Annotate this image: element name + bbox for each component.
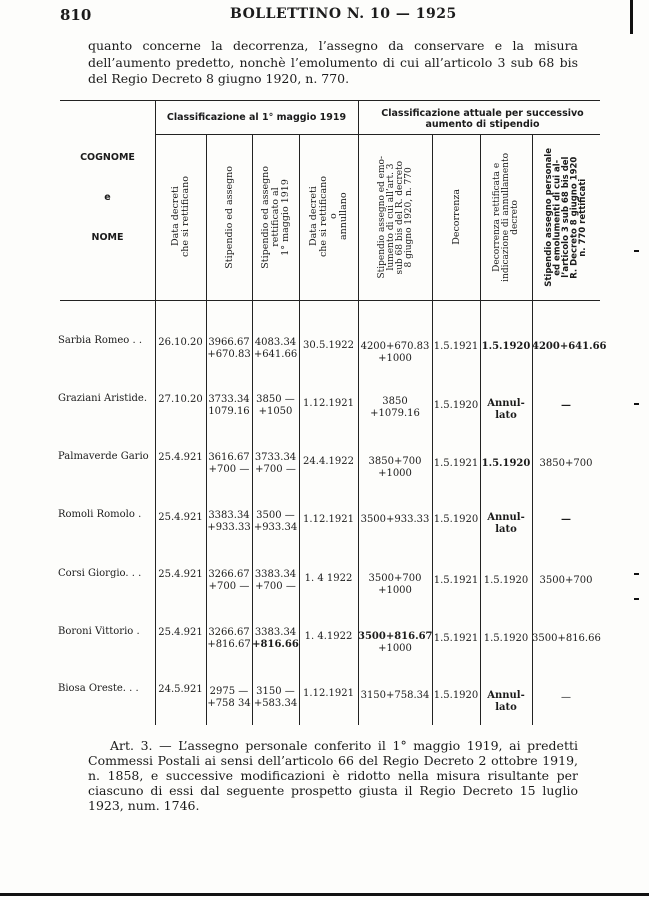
cell-decorrenza-rett-2: lato bbox=[495, 410, 517, 421]
cell-stipend-1: 3266.67 bbox=[208, 569, 250, 580]
cell-date-2: 30.5.1922 bbox=[303, 340, 354, 351]
row-name: Biosa Oreste. . . bbox=[58, 683, 139, 694]
cell-stipend-1: 3733.34 bbox=[208, 394, 250, 405]
cell-emolument-1: 3500+933.33 bbox=[360, 514, 430, 525]
cell-final: — bbox=[561, 514, 571, 525]
cell-corrected-2: +583.34 bbox=[253, 698, 298, 709]
cell-date-2: 1. 4 1922 bbox=[304, 573, 353, 584]
cell-decorrenza-rett: Annul- bbox=[487, 512, 525, 523]
cell-emolument-2: +1000 bbox=[378, 585, 412, 596]
column-header: Stipendio assegno ed emo- lumento di cui all’art. 3 sub 68 bis del R. decreto 8 giugno 1920, n. 770 bbox=[376, 155, 414, 279]
cell-stipend-2: +933.33 bbox=[207, 522, 251, 533]
running-header: BOLLETTINO N. 10 — 1925 bbox=[230, 6, 457, 22]
cell-emolument-2: +1000 bbox=[378, 353, 412, 364]
header-bottom-rule bbox=[60, 300, 600, 301]
row-name: Graziani Aristide. bbox=[58, 393, 148, 404]
name-header-name: NOME bbox=[91, 232, 124, 243]
cell-decorrenza: 1.5.1920 bbox=[433, 514, 479, 525]
table-top-rule bbox=[60, 100, 600, 101]
cell-decorrenza-rett: Annul- bbox=[487, 690, 525, 701]
cell-decorrenza-rett: Annul- bbox=[487, 398, 525, 409]
cell-stipend-2: +700 — bbox=[208, 581, 250, 592]
cell-date: 25.4.921 bbox=[158, 569, 203, 580]
cell-corrected-1: 3500 — bbox=[256, 510, 295, 521]
scan-margin-mark bbox=[634, 573, 639, 575]
cell-stipend-2: 1079.16 bbox=[208, 406, 250, 417]
cell-final: — bbox=[561, 692, 571, 703]
cell-emolument-1: 3500+700 bbox=[368, 573, 422, 584]
row-name: Boroni Vittorio . bbox=[58, 626, 140, 637]
scan-margin-mark bbox=[634, 403, 639, 405]
cell-date-2: 1.12.1921 bbox=[303, 688, 354, 699]
cell-decorrenza-rett: 1.5.1920 bbox=[483, 633, 529, 644]
cell-date-2: 24.4.1922 bbox=[303, 456, 354, 467]
cell-date: 25.4.921 bbox=[158, 512, 203, 523]
cell-decorrenza: 1.5.1921 bbox=[433, 633, 479, 644]
scan-margin-mark bbox=[630, 0, 633, 34]
cell-emolument-1: 3150+758.34 bbox=[360, 690, 430, 701]
cell-date: 24.5.921 bbox=[158, 684, 203, 695]
cell-emolument-1: 4200+670.83 bbox=[360, 341, 430, 352]
row-name: Palmaverde Gario bbox=[58, 451, 149, 462]
cell-date: 25.4.921 bbox=[158, 452, 203, 463]
name-header-surname: COGNOME bbox=[80, 152, 135, 163]
cell-decorrenza-rett: 1.5.1920 bbox=[481, 341, 531, 352]
cell-corrected-2: +1050 bbox=[258, 406, 293, 417]
group-header-current: Classificazione attuale per successivo aumento di stipendio bbox=[381, 108, 584, 130]
cell-corrected-1: 3150 — bbox=[256, 686, 295, 697]
cell-date: 27.10.20 bbox=[158, 394, 203, 405]
cell-stipend-1: 2975 — bbox=[209, 686, 249, 697]
cell-emolument-2: +1079.16 bbox=[370, 408, 420, 419]
cell-stipend-2: +700 — bbox=[208, 464, 250, 475]
cell-decorrenza-rett-2: lato bbox=[495, 524, 517, 535]
cell-date: 25.4.921 bbox=[158, 627, 203, 638]
cell-stipend-1: 3616.67 bbox=[208, 452, 250, 463]
group-header-1919: Classificazione al 1° maggio 1919 bbox=[166, 112, 347, 123]
cell-decorrenza: 1.5.1920 bbox=[433, 690, 479, 701]
name-header-and: e bbox=[104, 192, 111, 203]
cell-emolument-1: 3500+816.67 bbox=[358, 631, 433, 642]
cell-stipend-2: +670.83 bbox=[207, 349, 251, 360]
cell-date-2: 1.12.1921 bbox=[303, 514, 354, 525]
column-header: Data decreti che si rettificano bbox=[170, 176, 191, 258]
cell-emolument-2: +1000 bbox=[378, 643, 412, 654]
column-header: Stipendio ed assegno bbox=[223, 165, 235, 269]
cell-emolument-1: 3850 bbox=[382, 396, 408, 407]
cell-stipend-1: 3266.67 bbox=[208, 627, 250, 638]
column-header: Data decreti che si rettificano o annullano bbox=[308, 176, 349, 258]
row-name: Sarbia Romeo . . bbox=[58, 335, 143, 346]
group-rule bbox=[155, 134, 600, 135]
cell-stipend-1: 3383.34 bbox=[208, 510, 250, 521]
cell-date-2: 1.12.1921 bbox=[303, 398, 354, 409]
cell-corrected-2: +700 — bbox=[255, 581, 296, 592]
cell-decorrenza-rett: 1.5.1920 bbox=[481, 458, 531, 469]
cell-stipend-2: +816.67 bbox=[207, 639, 251, 650]
intro-paragraph: quanto concerne la decorrenza, l’assegno da conservare e la misura dell’aumento predetto, nonchè l’emolumento di cui all’articolo 3 sub 68 bis del Regio Decreto 8 giugno 1920, n. 770. bbox=[88, 38, 578, 86]
cell-corrected-1: 3383.34 bbox=[254, 569, 297, 580]
cell-emolument-1: 3850+700 bbox=[368, 456, 422, 467]
cell-corrected-2: +933.34 bbox=[253, 522, 298, 533]
column-header: Decorrenza rettificata e indicazione di annullamento decreto bbox=[492, 152, 520, 282]
cell-decorrenza-rett: 1.5.1920 bbox=[483, 575, 529, 586]
page-number: 810 bbox=[60, 6, 92, 24]
cell-corrected-2: +700 — bbox=[255, 464, 296, 475]
cell-corrected-1: 3383.34 bbox=[254, 627, 297, 638]
cell-final: 3850+700 bbox=[539, 458, 593, 469]
cell-corrected-2: +641.66 bbox=[253, 349, 298, 360]
cell-corrected-1: 3850 — bbox=[256, 394, 295, 405]
cell-decorrenza: 1.5.1921 bbox=[433, 341, 479, 352]
scan-margin-mark bbox=[634, 250, 639, 252]
cell-stipend-2: +758 34 bbox=[207, 698, 251, 709]
column-header: Stipendio assegno personale ed emolumenti di cui al- l’articolo 3 sub 68 bis del R. Decreto 8 giugno 1920 n. 770 rettificati bbox=[543, 147, 588, 287]
cell-decorrenza-rett-2: lato bbox=[495, 702, 517, 713]
cell-decorrenza: 1.5.1920 bbox=[433, 400, 479, 411]
scan-margin-mark bbox=[634, 598, 639, 600]
scan-bottom-edge bbox=[0, 893, 649, 896]
article-3-text: Art. 3. — L’assegno personale conferito il 1° maggio 1919, ai predetti Commessi Postali ai sensi dell’articolo 66 del Regio Decreto 2 ottobre 1919, n. 1858, e successive modificazioni è ridotto nella misura risultante per ciascuno di essi dal seguente prospetto giusta il Regio Decreto 15 luglio 1923, num. 1746. bbox=[88, 738, 578, 813]
cell-final: 4200+641.66 bbox=[532, 341, 607, 352]
cell-corrected-1: 4083.34 bbox=[254, 337, 297, 348]
cell-date-2: 1. 4.1922 bbox=[304, 631, 353, 642]
cell-decorrenza: 1.5.1921 bbox=[433, 575, 479, 586]
column-header: Stipendio ed assegno rettificato al 1° maggio 1919 bbox=[260, 165, 291, 269]
cell-final: 3500+700 bbox=[539, 575, 593, 586]
row-name: Corsi Giorgio. . . bbox=[58, 568, 142, 579]
row-name: Romoli Romolo . bbox=[58, 509, 142, 520]
cell-emolument-2: +1000 bbox=[378, 468, 412, 479]
cell-corrected-1: 3733.34 bbox=[254, 452, 297, 463]
cell-final: 3500+816.66 bbox=[532, 633, 601, 644]
cell-date: 26.10.20 bbox=[158, 337, 203, 348]
cell-corrected-2: +816.66 bbox=[252, 639, 299, 650]
article-3-paragraph bbox=[88, 738, 578, 813]
column-header: Decorrenza bbox=[450, 189, 462, 245]
cell-stipend-1: 3966.67 bbox=[208, 337, 250, 348]
cell-final: — bbox=[561, 400, 571, 411]
cell-decorrenza: 1.5.1921 bbox=[433, 458, 479, 469]
